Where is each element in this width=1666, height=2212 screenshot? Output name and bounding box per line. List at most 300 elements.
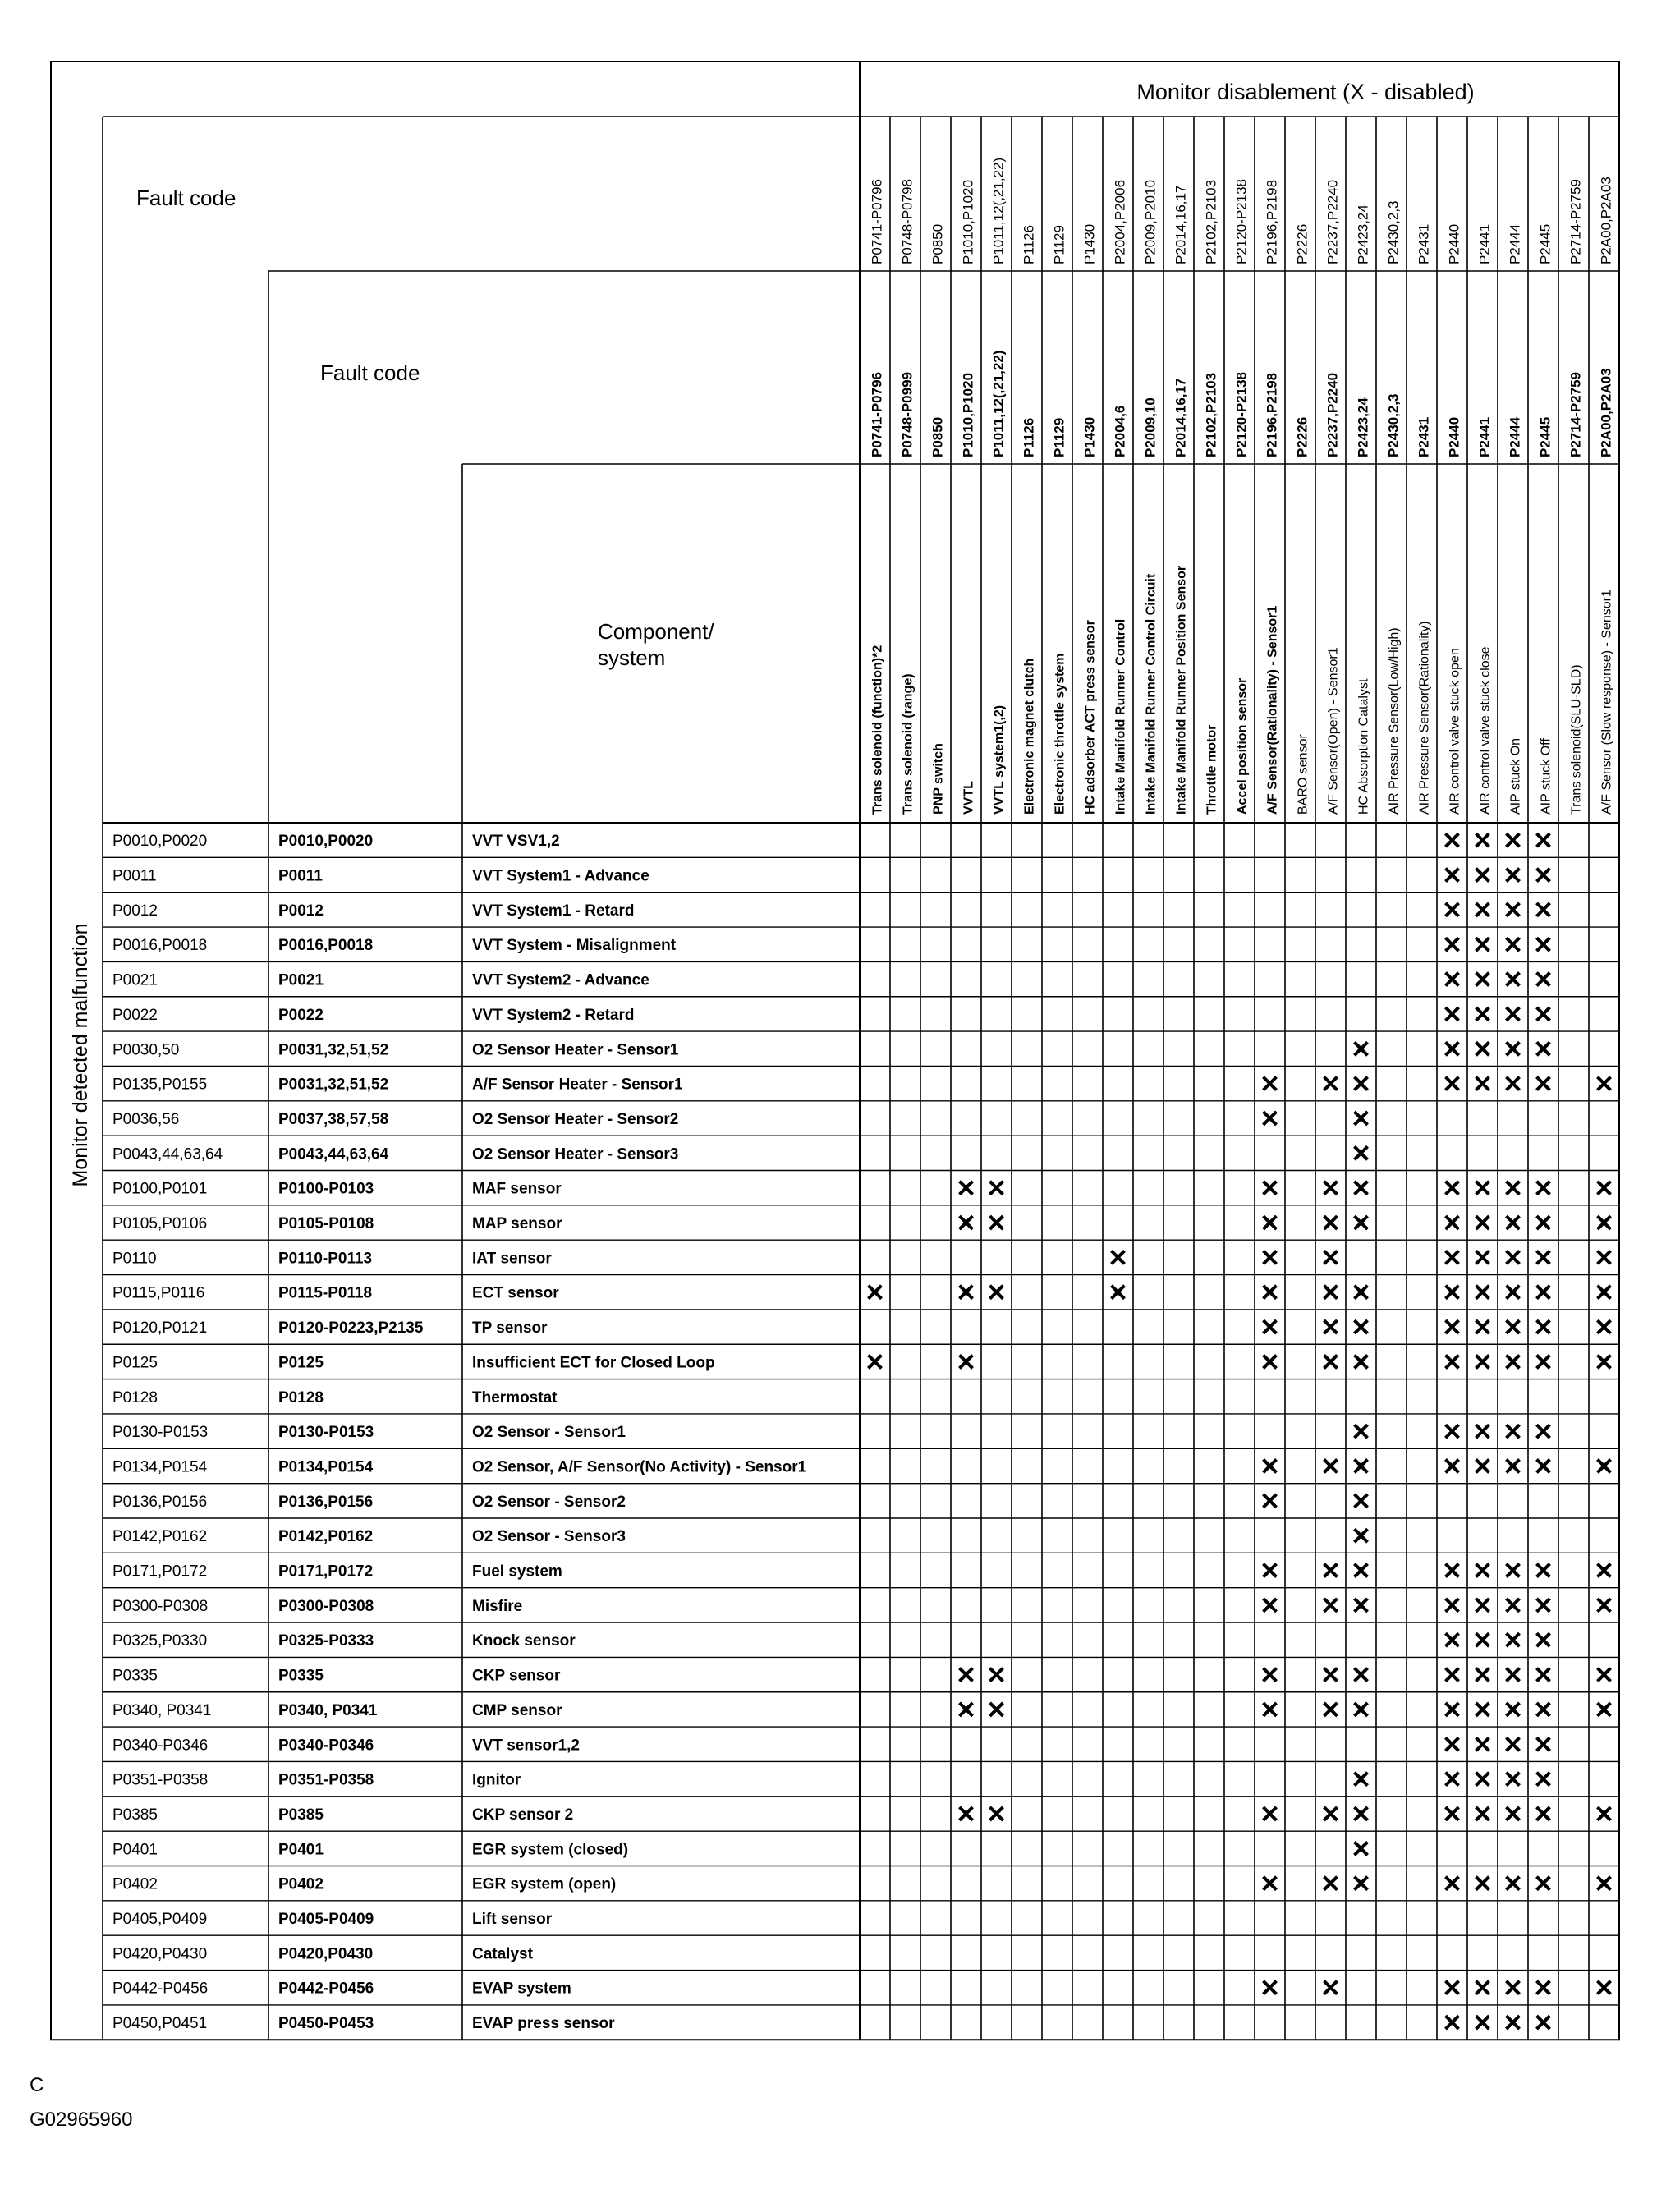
disabled-mark: [1537, 1007, 1550, 1021]
disabled-mark: [990, 1286, 1003, 1299]
table-row: [112, 1424, 1550, 1441]
column-code-bold: P0748-P0999: [899, 372, 916, 457]
row-fault-code-bold: P0351-P0358: [278, 1771, 374, 1789]
disabled-mark: [1507, 1077, 1520, 1090]
disabled-mark: [1446, 1737, 1459, 1751]
row-fault-code-bold: P0335: [278, 1667, 324, 1685]
column-code-bold: P2430,2,3: [1385, 393, 1402, 457]
disabled-mark: [960, 1182, 973, 1195]
row-fault-code-bold: P0130-P0153: [278, 1424, 374, 1442]
column-code-bold: P2441: [1476, 416, 1493, 457]
table-row: [112, 1389, 558, 1407]
disabled-mark: [1476, 1320, 1489, 1333]
row-fault-code: P0010,P0020: [112, 833, 208, 851]
table-row: [112, 1911, 553, 1928]
table-row: [112, 1632, 1550, 1650]
row-component: Fuel system: [472, 1563, 562, 1581]
row-component: Ignitor: [472, 1771, 521, 1789]
disabled-mark: [1264, 1286, 1277, 1299]
column-component: VVTL system1(,2): [992, 704, 1007, 815]
disabled-mark: [1507, 2016, 1520, 2029]
column-code: P2014,16,17: [1173, 185, 1189, 264]
table-row: [112, 937, 1550, 954]
disabled-mark: [1112, 1286, 1125, 1299]
table-row: [112, 1702, 1611, 1719]
table-row: [112, 1458, 1611, 1475]
row-fault-code: P0385: [112, 1806, 158, 1824]
row-fault-code-bold: P0128: [278, 1388, 324, 1407]
disabled-mark: [1507, 973, 1520, 986]
disabled-mark: [1598, 1807, 1611, 1820]
disabled-mark: [1446, 1355, 1459, 1368]
row-fault-code-bold: P0385: [278, 1806, 324, 1824]
table-row: [112, 1111, 1368, 1128]
column-code-bold: P2226: [1294, 416, 1310, 457]
disabled-mark: [1355, 1146, 1368, 1159]
disabled-mark: [869, 1286, 882, 1299]
row-fault-code: P0136,P0156: [112, 1493, 208, 1511]
disabled-mark: [1537, 1737, 1550, 1751]
column-component: BARO sensor: [1296, 734, 1310, 815]
disabled-mark: [1446, 1182, 1459, 1195]
table-row: [112, 1285, 1611, 1302]
table-row: [112, 2015, 1550, 2032]
disabled-mark: [1264, 1182, 1277, 1195]
table-row: [112, 1668, 1611, 1685]
disabled-mark: [1537, 1425, 1550, 1438]
disabled-mark: [1355, 1216, 1368, 1229]
disabled-mark: [1264, 1216, 1277, 1229]
row-fault-code: P0125: [112, 1354, 158, 1372]
figure-id: G02965960: [30, 2109, 133, 2131]
disabled-mark: [1476, 973, 1489, 986]
column-code: P2430,2,3: [1385, 200, 1402, 264]
disabled-mark: [1476, 1042, 1489, 1055]
row-component: A/F Sensor Heater - Sensor1: [472, 1076, 683, 1094]
column-component: HC Absorption Catalyst: [1356, 678, 1371, 815]
disabled-mark: [1476, 1182, 1489, 1195]
disabled-mark: [1324, 1355, 1338, 1368]
table-row: [112, 868, 1550, 885]
table-row: [112, 1250, 1611, 1267]
disabled-mark: [1476, 1737, 1489, 1751]
disabled-mark: [1355, 1668, 1368, 1682]
row-fault-code: P0130-P0153: [112, 1424, 209, 1442]
disabled-mark: [1598, 1981, 1611, 1994]
column-code: P1430: [1081, 223, 1098, 264]
table-row: [112, 1563, 1611, 1581]
column-code-bold: P2237,P2240: [1324, 372, 1341, 457]
disabled-mark: [1537, 1182, 1550, 1195]
disabled-mark: [1598, 1251, 1611, 1264]
disabled-mark: [1446, 1459, 1459, 1472]
disabled-mark: [1476, 1355, 1489, 1368]
row-fault-code-bold: P0021: [278, 971, 324, 989]
disabled-mark: [1446, 1668, 1459, 1682]
row-fault-code: P0120,P0121: [112, 1319, 208, 1338]
row-fault-code: P0030,50: [112, 1041, 180, 1059]
table-row: [112, 1215, 1611, 1232]
row-fault-code: P0115,P0116: [112, 1284, 205, 1302]
disabled-mark: [1264, 1807, 1277, 1820]
row-component: EVAP press sensor: [472, 2015, 615, 2033]
column-code-bold: P2014,16,17: [1173, 378, 1189, 457]
column-code-bold: P1430: [1081, 416, 1098, 457]
column-code: P2440: [1446, 223, 1462, 264]
table-row: [112, 1494, 1368, 1511]
row-fault-code-bold: P0171,P0172: [278, 1563, 374, 1581]
column-code-bold: P2423,24: [1355, 397, 1371, 457]
row-component: Misfire: [472, 1597, 523, 1615]
disabled-mark: [1446, 1251, 1459, 1264]
disabled-mark: [1324, 1216, 1338, 1229]
disabled-mark: [1598, 1077, 1611, 1090]
column-code: P1129: [1051, 225, 1067, 264]
disabled-mark: [1355, 1494, 1368, 1508]
column-component: AIR Pressure Sensor(Rationality): [1417, 621, 1432, 815]
disabled-mark: [960, 1355, 973, 1368]
disabled-mark: [1324, 1286, 1338, 1299]
column-code: P2431: [1416, 223, 1432, 264]
row-fault-code-bold: P0142,P0162: [278, 1528, 374, 1546]
disabled-mark: [1446, 903, 1459, 916]
column-code-bold: P2120-P2138: [1233, 372, 1250, 457]
column-component: A/F Sensor(Open) - Sensor1: [1326, 647, 1341, 815]
disabled-mark: [1507, 1042, 1520, 1055]
column-component: Electronic throttle system: [1053, 653, 1067, 815]
disabled-mark: [1507, 1773, 1520, 1786]
disabled-mark: [1264, 1112, 1277, 1125]
disabled-mark: [1537, 903, 1550, 916]
column-code: P2714-P2759: [1567, 179, 1584, 264]
row-fault-code: P0043,44,63,64: [112, 1145, 223, 1163]
disabled-mark: [990, 1182, 1003, 1195]
disabled-mark: [1476, 1564, 1489, 1577]
disabled-mark: [1446, 1077, 1459, 1090]
disabled-mark: [1355, 1459, 1368, 1472]
row-component: ECT sensor: [472, 1284, 559, 1302]
disabled-mark: [1476, 1599, 1489, 1612]
row-fault-code: P0036,56: [112, 1110, 180, 1128]
disabled-mark: [869, 1355, 882, 1368]
disabled-mark: [960, 1807, 973, 1820]
disabled-mark: [1476, 1668, 1489, 1682]
disabled-mark: [1598, 1216, 1611, 1229]
table-body: [112, 833, 1611, 2032]
column-code-bold: P2196,P2198: [1264, 372, 1280, 457]
disabled-mark: [1598, 1459, 1611, 1472]
disabled-mark: [1507, 1564, 1520, 1577]
disabled-mark: [1264, 1459, 1277, 1472]
disabled-mark: [990, 1703, 1003, 1716]
row-fault-code-bold: P0120-P0223,P2135: [278, 1319, 424, 1338]
row-fault-code: P0450,P0451: [112, 2015, 208, 2033]
disabled-mark: [1598, 1355, 1611, 1368]
disabled-mark: [1507, 1981, 1520, 1994]
disabled-mark: [1446, 1981, 1459, 1994]
disabled-mark: [1264, 1703, 1277, 1716]
row-component: O2 Sensor, A/F Sensor(No Activity) - Sensor1: [472, 1458, 807, 1476]
side-label: Monitor detected malfunction: [69, 923, 92, 1187]
row-component: CKP sensor: [472, 1667, 561, 1685]
disabled-mark: [1355, 1320, 1368, 1333]
column-code: P1011,12(,21,22): [990, 157, 1007, 264]
row-fault-code: P0142,P0162: [112, 1528, 208, 1546]
row-fault-code-bold: P0442-P0456: [278, 1980, 374, 1998]
disabled-mark: [1537, 1216, 1550, 1229]
table-title: Monitor disablement (X - disabled): [1136, 80, 1475, 104]
disabled-mark: [1355, 1807, 1368, 1820]
column-component: Intake Manifold Runner Position Sensor: [1174, 565, 1189, 815]
disabled-mark: [1537, 1251, 1550, 1264]
table-row: [112, 1772, 1550, 1789]
row-component: VVT System2 - Retard: [472, 1006, 635, 1024]
table-row: [112, 1145, 1368, 1163]
disabled-mark: [990, 1807, 1003, 1820]
disabled-mark: [1476, 1773, 1489, 1786]
disabled-mark: [1476, 833, 1489, 847]
disabled-mark: [1264, 1877, 1277, 1890]
disabled-mark: [1507, 1182, 1520, 1195]
row-component: O2 Sensor Heater - Sensor1: [472, 1041, 679, 1059]
disabled-mark: [1446, 938, 1459, 951]
table-row: [112, 1841, 1368, 1858]
disabled-mark: [1537, 1773, 1550, 1786]
disabled-mark: [960, 1216, 973, 1229]
disabled-mark: [1355, 1842, 1368, 1855]
column-component: AIP stuck On: [1508, 737, 1523, 815]
disabled-mark: [1537, 1355, 1550, 1368]
row-fault-code: P0134,P0154: [112, 1458, 208, 1476]
row-component: O2 Sensor Heater - Sensor2: [472, 1110, 679, 1128]
row-component: Insufficient ECT for Closed Loop: [472, 1354, 715, 1372]
disabled-mark: [1355, 1564, 1368, 1577]
disabled-mark: [1324, 1703, 1338, 1716]
row-fault-code-bold: P0012: [278, 902, 324, 920]
disabled-mark: [1446, 1877, 1459, 1890]
disabled-mark: [1537, 869, 1550, 882]
column-code-bold: P2440: [1446, 416, 1462, 457]
row-component: Lift sensor: [472, 1911, 553, 1929]
row-component: EVAP system: [472, 1980, 571, 1998]
row-component: O2 Sensor Heater - Sensor3: [472, 1145, 679, 1163]
column-component: Trans solenoid(SLU-SLD): [1569, 664, 1584, 815]
table-row: [112, 1945, 534, 1962]
row-component: EGR system (closed): [472, 1841, 629, 1859]
table-row: [112, 1076, 1611, 1094]
row-fault-code: P0351-P0358: [112, 1771, 209, 1789]
disabled-mark: [1507, 1286, 1520, 1299]
column-component: HC adsorber ACT press sensor: [1083, 620, 1098, 815]
row-fault-code: P0340-P0346: [112, 1737, 209, 1755]
disabled-mark: [1446, 2016, 1459, 2029]
disabled-mark: [1324, 1877, 1338, 1890]
row-fault-code: P0442-P0456: [112, 1980, 209, 1998]
row-fault-code-bold: P0031,32,51,52: [278, 1041, 389, 1059]
disabled-mark: [1446, 1633, 1459, 1646]
disabled-mark: [1507, 903, 1520, 916]
row-component: Catalyst: [472, 1945, 533, 1963]
table-row: [112, 972, 1550, 989]
disabled-mark: [1537, 1320, 1550, 1333]
row-component: VVT System1 - Advance: [472, 867, 649, 885]
row-fault-code-bold: P0325-P0333: [278, 1632, 374, 1650]
disabled-mark: [1324, 1320, 1338, 1333]
row-fault-code-bold: P0043,44,63,64: [278, 1145, 389, 1163]
column-code: P0748-P0798: [899, 179, 916, 264]
column-component: A/F Sensor (Slow response) - Sensor1: [1599, 590, 1614, 815]
row-fault-code-bold: P0420,P0430: [278, 1945, 374, 1963]
row-fault-code: P0401: [112, 1841, 158, 1859]
disabled-mark: [1355, 1112, 1368, 1125]
row-fault-code: P0016,P0018: [112, 937, 208, 955]
disabled-mark: [1264, 1564, 1277, 1577]
row-fault-code: P0420,P0430: [112, 1945, 208, 1963]
disabled-mark: [1355, 1042, 1368, 1055]
disabled-mark: [1507, 1703, 1520, 1716]
column-code: P2A00,P2A03: [1598, 177, 1614, 264]
disabled-mark: [1324, 1981, 1338, 1994]
row-fault-code: P0402: [112, 1875, 158, 1893]
disabled-mark: [1355, 1077, 1368, 1090]
disabled-mark: [1446, 1042, 1459, 1055]
disabled-mark: [1476, 1981, 1489, 1994]
row-fault-code: P0340, P0341: [112, 1701, 212, 1719]
disabled-mark: [1355, 1877, 1368, 1890]
disabled-mark: [1507, 1877, 1520, 1890]
disabled-mark: [1598, 1668, 1611, 1682]
row-component: IAT sensor: [472, 1250, 552, 1268]
column-component: Trans solenoid (range): [901, 673, 916, 815]
column-code: P2445: [1537, 223, 1554, 264]
row-component: MAP sensor: [472, 1215, 562, 1233]
column-code: P2441: [1476, 223, 1493, 264]
disabled-mark: [1507, 1251, 1520, 1264]
fault-code-inner-heading: Fault code: [320, 360, 420, 385]
disabled-mark: [1507, 1216, 1520, 1229]
disabled-mark: [1537, 1077, 1550, 1090]
row-fault-code: P0405,P0409: [112, 1911, 208, 1929]
row-component: O2 Sensor - Sensor1: [472, 1424, 626, 1442]
column-code-bold: P1126: [1021, 417, 1037, 457]
row-fault-code-bold: P0105-P0108: [278, 1215, 374, 1233]
disabled-mark: [1598, 1599, 1611, 1612]
disabled-mark: [1324, 1668, 1338, 1682]
disabled-mark: [990, 1668, 1003, 1682]
disabled-mark: [1537, 1981, 1550, 1994]
column-code: P2102,P2103: [1203, 179, 1219, 264]
row-component: VVT System1 - Retard: [472, 902, 635, 920]
disabled-mark: [1537, 1042, 1550, 1055]
disabled-mark: [1507, 1425, 1520, 1438]
disabled-mark: [1264, 1355, 1277, 1368]
row-fault-code-bold: P0300-P0308: [278, 1597, 374, 1615]
column-code-bold: P2444: [1507, 416, 1523, 457]
disabled-mark: [1446, 1599, 1459, 1612]
row-fault-code-bold: P0016,P0018: [278, 937, 374, 955]
column-code: P2009,P2010: [1142, 179, 1159, 264]
disabled-mark: [1446, 1773, 1459, 1786]
fault-code-outer-heading: Fault code: [136, 186, 236, 210]
disabled-mark: [1537, 938, 1550, 951]
row-component: TP sensor: [472, 1319, 548, 1338]
column-component: Electronic magnet clutch: [1022, 658, 1037, 815]
column-code-bold: P2009,10: [1142, 397, 1159, 457]
row-fault-code-bold: P0136,P0156: [278, 1493, 374, 1511]
column-code-bold: P2102,P2103: [1203, 372, 1219, 457]
column-component: Accel position sensor: [1235, 677, 1250, 815]
row-fault-code-bold: P0402: [278, 1875, 324, 1893]
disabled-mark: [1537, 1633, 1550, 1646]
disabled-mark: [1507, 1320, 1520, 1333]
column-code-bold: P2714-P2759: [1567, 372, 1584, 457]
row-fault-code: P0100,P0101: [112, 1180, 208, 1198]
disabled-mark: [1537, 1564, 1550, 1577]
row-component: O2 Sensor - Sensor3: [472, 1528, 626, 1546]
disabled-mark: [1598, 1564, 1611, 1577]
column-code: P2226: [1294, 223, 1310, 264]
row-component: CKP sensor 2: [472, 1806, 574, 1824]
table-row: [112, 1319, 1611, 1337]
row-component: VVT System - Misalignment: [472, 937, 677, 955]
row-fault-code-bold: P0022: [278, 1006, 324, 1024]
disabled-mark: [1324, 1807, 1338, 1820]
disabled-mark: [1476, 1633, 1489, 1646]
row-fault-code-bold: P0134,P0154: [278, 1458, 374, 1476]
disabled-mark: [1446, 1425, 1459, 1438]
disabled-mark: [1507, 1737, 1520, 1751]
disabled-mark: [1598, 1877, 1611, 1890]
column-component: A/F Sensor(Rationality) - Sensor1: [1265, 605, 1280, 815]
row-component: EGR system (open): [472, 1875, 617, 1893]
disabled-mark: [1355, 1355, 1368, 1368]
column-component: AIR Pressure Sensor(Low/High): [1387, 627, 1402, 815]
row-fault-code: P0110: [112, 1250, 157, 1268]
disabled-mark: [1537, 1877, 1550, 1890]
disabled-mark: [1112, 1251, 1125, 1264]
disabled-mark: [1355, 1529, 1368, 1542]
column-code: P0850: [929, 223, 946, 264]
disabled-mark: [1507, 1355, 1520, 1368]
disabled-mark: [1537, 2016, 1550, 2029]
disabled-mark: [1537, 1459, 1550, 1472]
disabled-mark: [1507, 833, 1520, 847]
row-fault-code: P0171,P0172: [112, 1563, 208, 1581]
disabled-mark: [960, 1703, 973, 1716]
disabled-mark: [1264, 1668, 1277, 1682]
column-component: VVTL: [962, 781, 976, 815]
column-component: Trans solenoid (function)*2: [870, 645, 885, 815]
table-row: [112, 1980, 1611, 1998]
disabled-mark: [1507, 1459, 1520, 1472]
disabled-mark: [1355, 1286, 1368, 1299]
disabled-mark: [1446, 1807, 1459, 1820]
column-code: P2120-P2138: [1233, 179, 1250, 264]
disabled-mark: [1476, 1425, 1489, 1438]
disabled-mark: [1446, 1286, 1459, 1299]
row-fault-code-bold: P0011: [278, 867, 323, 885]
disabled-mark: [1476, 1216, 1489, 1229]
disabled-mark: [1324, 1251, 1338, 1264]
table-row: [112, 1354, 1611, 1371]
row-fault-code-bold: P0340, P0341: [278, 1701, 378, 1719]
column-code: P2444: [1507, 223, 1523, 264]
disabled-mark: [1355, 1599, 1368, 1612]
disabled-mark: [1446, 1564, 1459, 1577]
disabled-mark: [1476, 938, 1489, 951]
column-component: AIP stuck Off: [1539, 738, 1554, 815]
row-fault-code: P0022: [112, 1006, 158, 1024]
